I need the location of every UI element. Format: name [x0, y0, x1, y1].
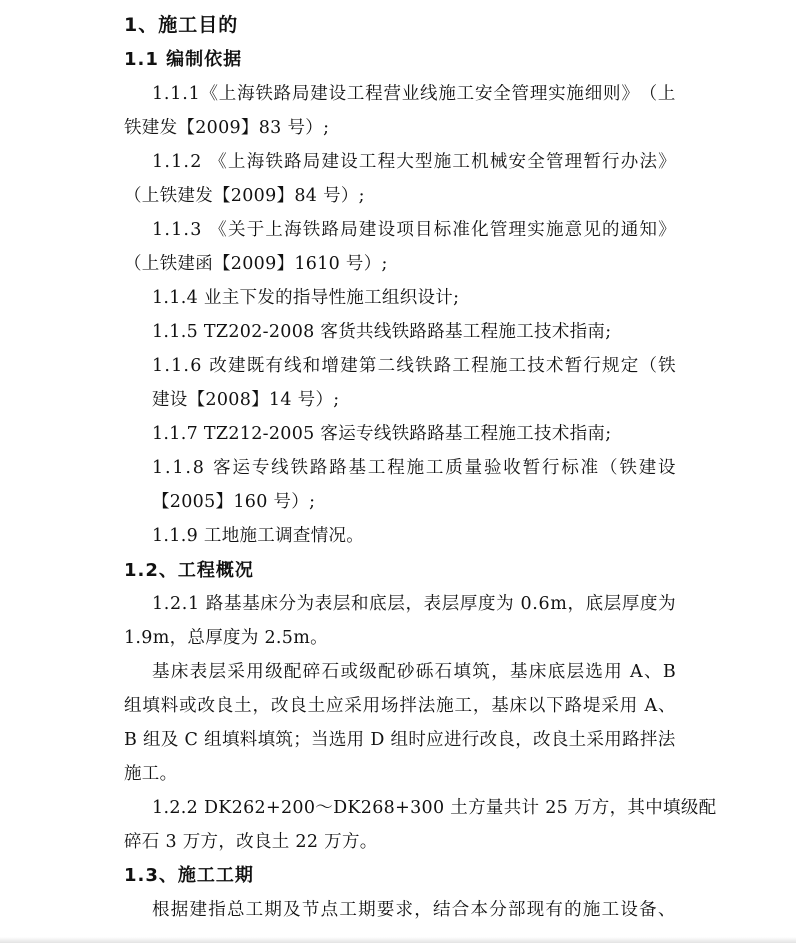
overview-p3-line1: 1 . 2 . 2 D K 2 6 2 + 2 0 0 ～ D K 2 6 8 + 3 0 0 土 方 量 共 计 2 5 万 方 ， 其 中 填 级 配	[152, 798, 717, 818]
overview-p3-line2: 碎石 3 万方，改良土 22 万方。	[124, 832, 378, 852]
basis-item-7: 1.1.7 TZ212-2005 客运专线铁路路基工程施工技术指南;	[152, 424, 612, 444]
basis-item-2-line2: （上铁建发【2009】84 号）;	[124, 186, 365, 206]
basis-item-1-line2: 铁建发【2009】83 号）;	[124, 118, 330, 138]
overview-p2-line1: 基 床 表 层 采 用 级 配 碎 石 或 级 配 砂 砾 石 填 筑 ， 基 床 底 层 选 用 A 、 B	[152, 662, 676, 682]
overview-p2-line4: 施工。	[124, 764, 178, 784]
heading-construction-purpose: 1、施工目的	[124, 14, 239, 36]
basis-item-1-line1: 1 . 1 . 1 《 上 海 铁 路 局 建 设 工 程 营 业 线 施 工 安 全 管 理 实 施 细 则 》 （ 上	[152, 84, 676, 104]
basis-item-5: 1.1.5 TZ202-2008 客货共线铁路路基工程施工技术指南;	[152, 322, 612, 342]
heading-project-overview: 1.2、工程概况	[124, 560, 254, 581]
overview-p2-line2: 组 填 料 或 改 良 土 ， 改 良 土 应 采 用 场 拌 法 施 工 ， 基 床 以 下 路 堤 采 用 A 、	[124, 696, 676, 716]
overview-p1-line1: 1 . 2 . 1 路 基 基 床 分 为 表 层 和 底 层 ， 表 层 厚 度 为 0 . 6 m ， 底 层 厚 度 为	[152, 594, 676, 614]
basis-item-6-line2: 建设【2008】14 号）;	[152, 390, 340, 410]
basis-item-9: 1.1.9 工地施工调查情况。	[152, 526, 365, 546]
basis-item-3-line2: （上铁建函【2009】1610 号）;	[124, 254, 388, 274]
heading-construction-period: 1.3、施工工期	[124, 865, 254, 886]
basis-item-2-line1: 1 . 1 . 2 《 上 海 铁 路 局 建 设 工 程 大 型 施 工 机 械 安 全 管 理 暂 行 办 法 》	[152, 152, 676, 172]
heading-compilation-basis: 1.1 编制依据	[124, 49, 243, 70]
basis-item-4: 1.1.4 业主下发的指导性施工组织设计;	[152, 288, 460, 308]
overview-p2-line3: B 组 及 C 组 填 料 填 筑 ； 当 选 用 D 组 时 应 进 行 改 良 ， 改 良 土 采 用 路 拌 法	[124, 730, 676, 750]
basis-item-8-line2: 【2005】160 号）;	[152, 492, 316, 512]
basis-item-3-line1: 1 . 1 . 3 《 关 于 上 海 铁 路 局 建 设 项 目 标 准 化 管 理 实 施 意 见 的 通 知 》	[152, 220, 676, 240]
overview-p1-line2: 1.9m，总厚度为 2.5m。	[124, 628, 328, 648]
basis-item-8-line1: 1 . 1 . 8 客 运 专 线 铁 路 路 基 工 程 施 工 质 量 验 收 暂 行 标 准 （ 铁 建 设	[152, 458, 676, 478]
basis-item-6-line1: 1 . 1 . 6 改 建 既 有 线 和 增 建 第 二 线 铁 路 工 程 施 工 技 术 暂 行 规 定 （ 铁	[152, 356, 676, 376]
period-p1-line1: 根 据 建 指 总 工 期 及 节 点 工 期 要 求 ， 结 合 本 分 部 现 有 的 施 工 设 备 、	[152, 900, 676, 920]
